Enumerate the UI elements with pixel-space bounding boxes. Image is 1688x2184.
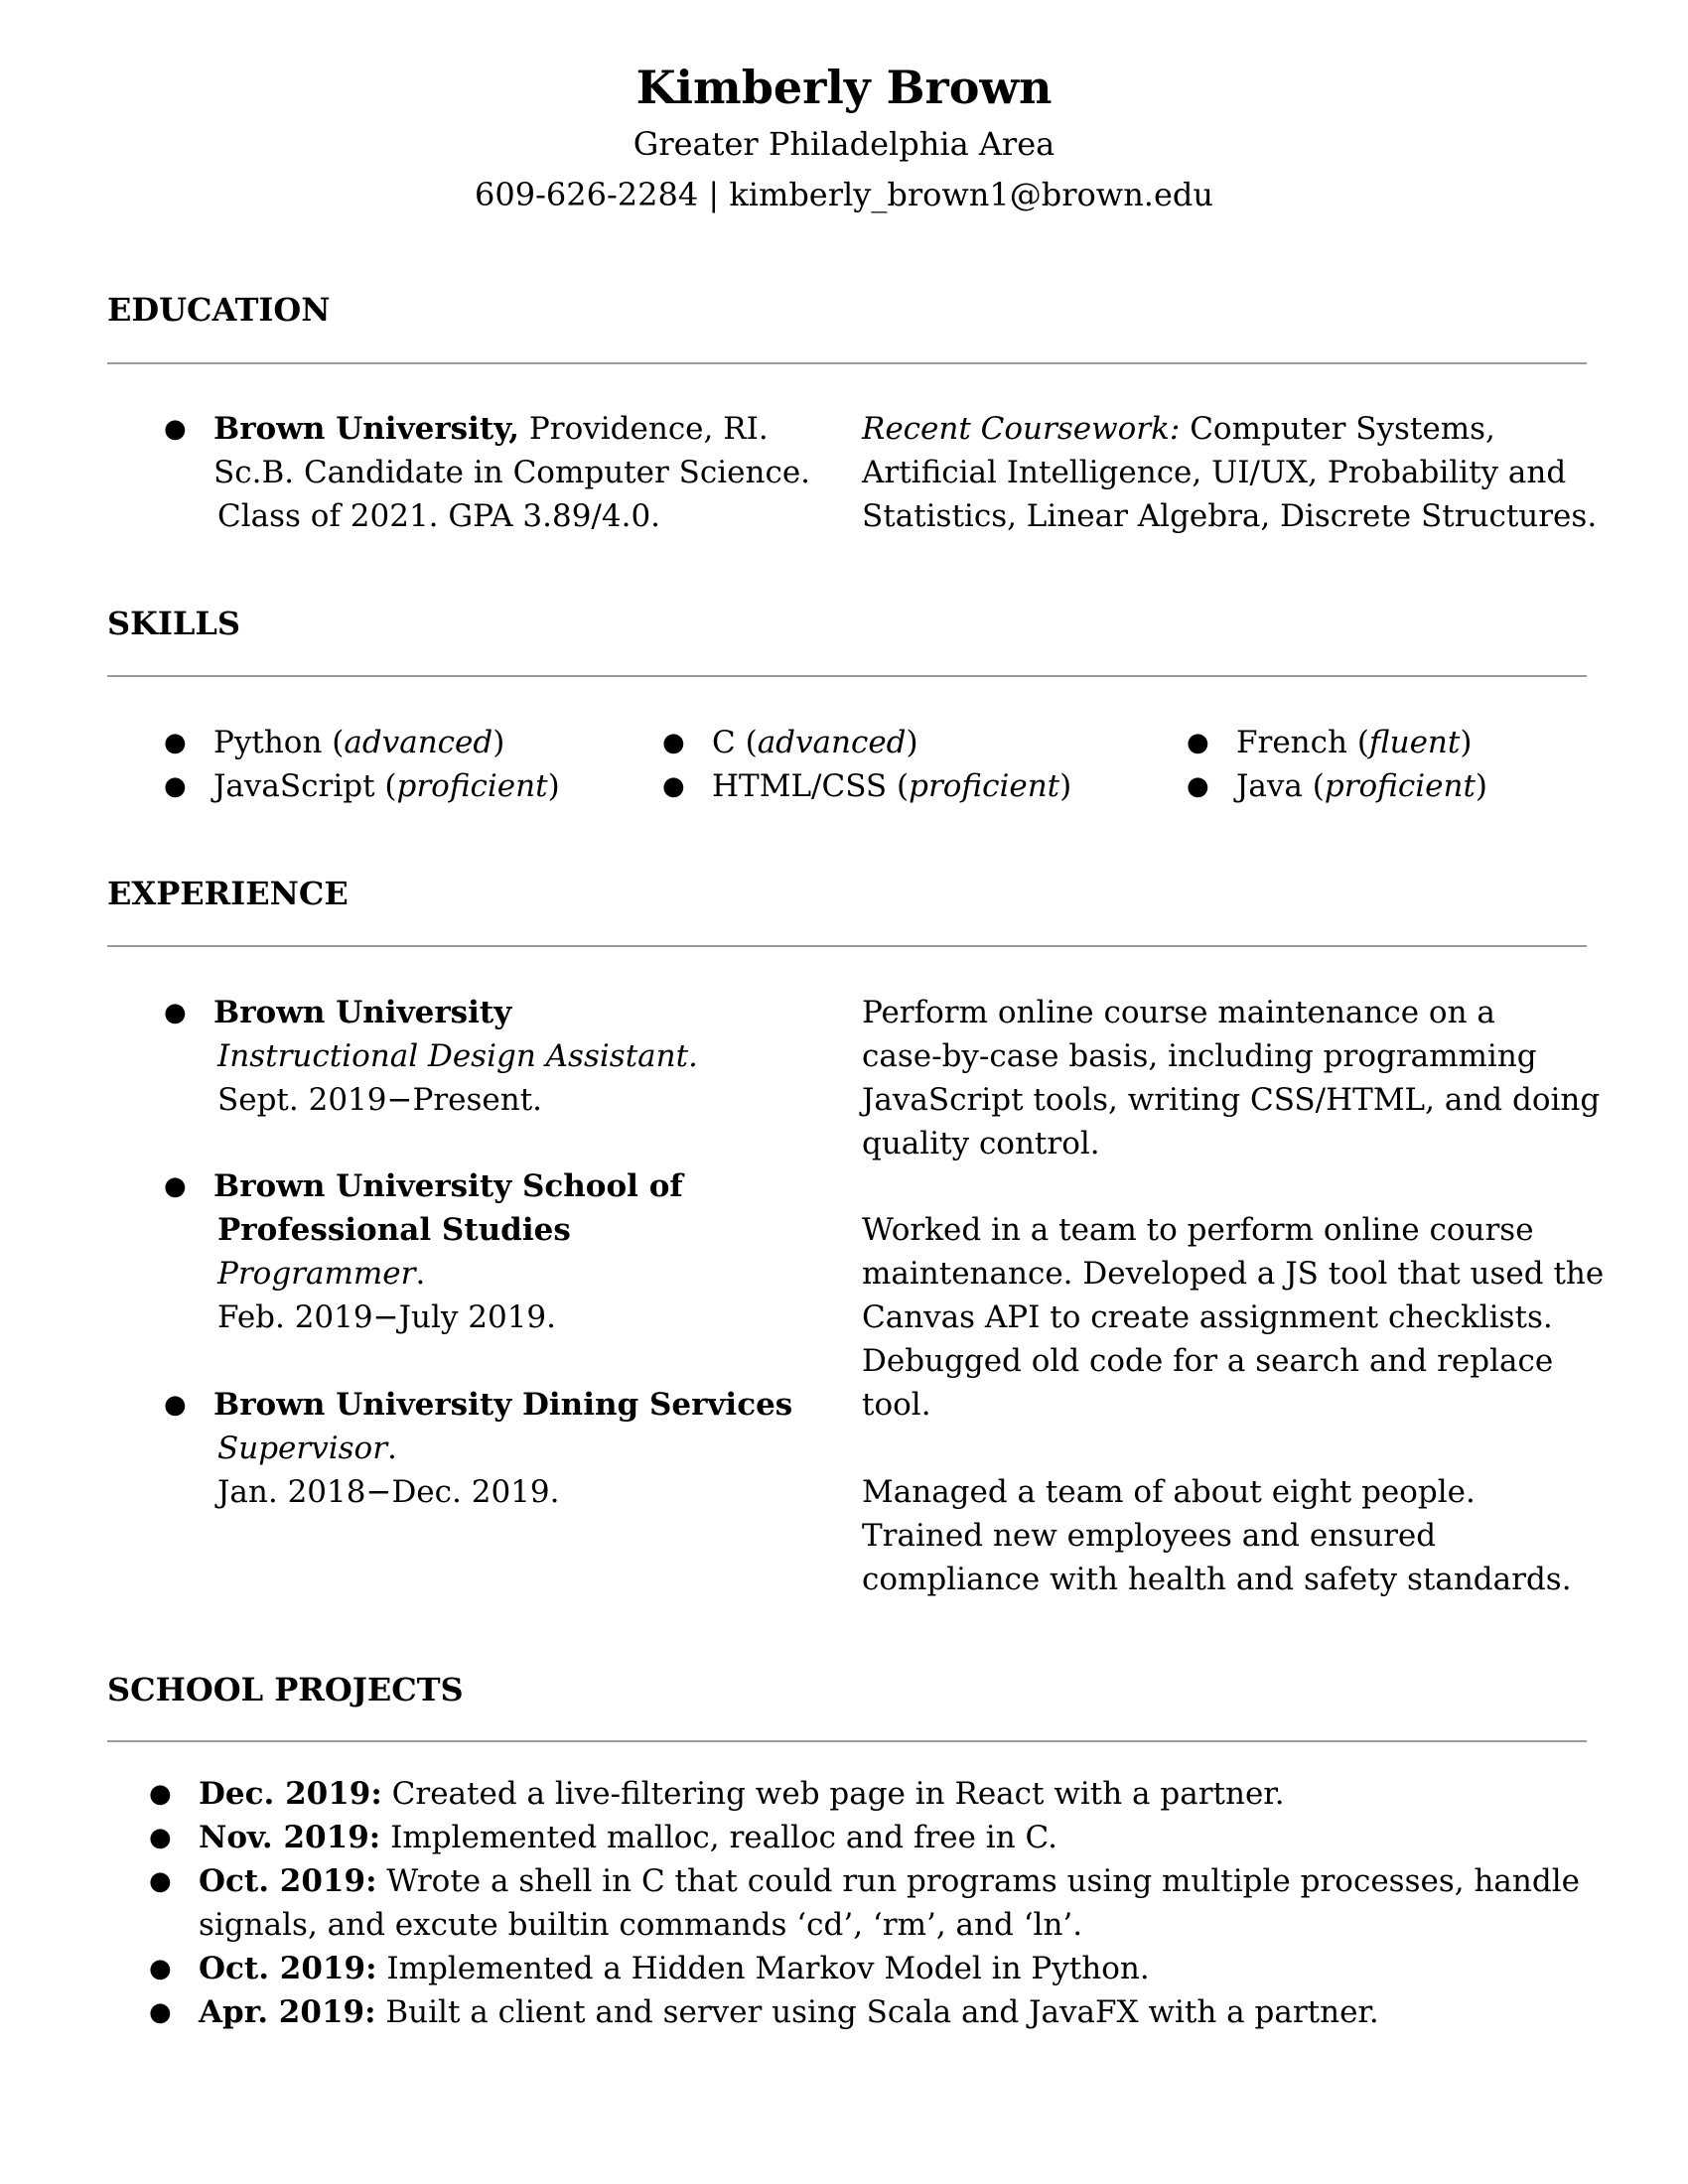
skill-level: advanced xyxy=(757,725,907,760)
skills-divider xyxy=(107,675,1587,677)
employer: Brown University School of xyxy=(213,1168,683,1204)
skill-name: HTML/CSS xyxy=(712,768,888,804)
skill-level: fluent xyxy=(1368,725,1461,760)
project-text: Implemented a Hidden Markov Model in Python. xyxy=(376,1951,1150,1986)
project-text: Implemented malloc, realloc and free in C. xyxy=(380,1820,1058,1855)
job-description xyxy=(862,1208,1604,1427)
skill-level: proficient xyxy=(909,768,1060,804)
coursework-label: Recent Coursework: xyxy=(862,411,1181,447)
school-location: Providence, RI. xyxy=(519,411,769,447)
job-dates: Sept. 2019−Present. xyxy=(217,1082,543,1118)
skill-level: proficient xyxy=(1324,768,1476,804)
bullet-icon: ● xyxy=(662,771,685,801)
job-title: Supervisor xyxy=(217,1431,388,1466)
project-item xyxy=(199,1772,1285,1816)
job-entry xyxy=(213,991,698,1122)
bullet-icon: ● xyxy=(164,414,187,444)
candidate-name: Kimberly Brown xyxy=(635,61,1053,114)
school-name: Brown University, xyxy=(213,411,520,447)
skill-name: C xyxy=(712,725,736,760)
bullet-icon: ● xyxy=(164,998,187,1027)
job-description xyxy=(862,991,1600,1165)
bullet-icon: ● xyxy=(149,1823,172,1852)
job-title: Programmer xyxy=(217,1256,416,1292)
skill-item: French (fluent) xyxy=(1236,725,1473,760)
description-line: JavaScript tools, writing CSS/HTML, and doing xyxy=(862,1082,1601,1118)
coursework-line-2: Artificial Intelligence, UI/UX, Probability and xyxy=(862,455,1567,490)
bullet-icon: ● xyxy=(164,728,187,757)
skills-heading: SKILLS xyxy=(107,605,240,642)
bullet-icon: ● xyxy=(149,1954,172,1983)
education-heading: EDUCATION xyxy=(107,291,331,329)
skill-item: Java (proficient) xyxy=(1236,768,1488,804)
skill-item: JavaScript (proficient) xyxy=(213,768,560,804)
coursework-line-3: Statistics, Linear Algebra, Discrete Structures. xyxy=(862,498,1598,534)
bullet-icon: ● xyxy=(164,1390,187,1420)
skill-name: JavaScript xyxy=(213,768,375,804)
education-entry xyxy=(213,407,810,538)
bullet-icon: ● xyxy=(164,1171,187,1201)
description-line: Canvas API to create assignment checklists. xyxy=(862,1299,1553,1335)
experience-divider xyxy=(107,945,1587,947)
skill-item: Python (advanced) xyxy=(213,725,505,760)
job-title-suffix: . xyxy=(415,1256,426,1292)
project-date: Apr. 2019: xyxy=(199,1994,376,2030)
project-text-continued: signals, and excute builtin commands ‘cd’, ‘rm’, and ‘ln’. xyxy=(199,1907,1083,1943)
job-title: Instructional Design Assistant. xyxy=(217,1038,698,1074)
description-line: Worked in a team to perform online course xyxy=(862,1212,1534,1248)
project-item xyxy=(199,1859,1580,1947)
project-date: Dec. 2019: xyxy=(199,1776,382,1812)
skill-item: HTML/CSS (proficient) xyxy=(712,768,1072,804)
job-entry xyxy=(213,1383,792,1514)
employer: Brown University Dining Services xyxy=(213,1387,793,1423)
job-dates: Feb. 2019−July 2019. xyxy=(217,1299,556,1335)
description-line: tool. xyxy=(862,1387,931,1423)
bullet-icon: ● xyxy=(164,771,187,801)
employer: Brown University xyxy=(213,995,512,1030)
bullet-icon: ● xyxy=(149,1997,172,2027)
projects-divider xyxy=(107,1740,1587,1742)
coursework-line-1: Computer Systems, xyxy=(1180,411,1495,447)
project-text: Created a live-filtering web page in React with a partner. xyxy=(381,1776,1285,1812)
description-line: maintenance. Developed a JS tool that used the xyxy=(862,1256,1605,1292)
contact-line: 609-626-2284 | kimberly_brown1@brown.edu xyxy=(475,176,1213,213)
job-title-suffix: . xyxy=(387,1431,397,1466)
description-line: Debugged old code for a search and replace xyxy=(862,1343,1554,1379)
coursework xyxy=(862,407,1597,538)
skill-level: proficient xyxy=(396,768,548,804)
skill-level: advanced xyxy=(344,725,493,760)
project-text: Wrote a shell in C that could run programs using multiple processes, handle xyxy=(376,1863,1580,1899)
description-line: Trained new employees and ensured xyxy=(862,1518,1437,1554)
skill-name: Python xyxy=(213,725,323,760)
experience-heading: EXPERIENCE xyxy=(107,875,349,912)
description-line: Managed a team of about eight people. xyxy=(862,1474,1476,1510)
description-line: compliance with health and safety standards. xyxy=(862,1562,1572,1597)
job-entry xyxy=(213,1164,683,1339)
bullet-icon: ● xyxy=(1187,771,1209,801)
bullet-icon: ● xyxy=(149,1779,172,1809)
bullet-icon: ● xyxy=(149,1866,172,1896)
skill-name: Java xyxy=(1236,768,1303,804)
class-gpa: Class of 2021. GPA 3.89/4.0. xyxy=(217,498,661,534)
project-date: Nov. 2019: xyxy=(199,1820,381,1855)
project-text: Built a client and server using Scala and JavaFX with a partner. xyxy=(375,1994,1379,2030)
project-date: Oct. 2019: xyxy=(199,1951,377,1986)
project-item xyxy=(199,1816,1057,1859)
skill-item: C (advanced) xyxy=(712,725,918,760)
projects-heading: SCHOOL PROJECTS xyxy=(107,1671,464,1708)
description-line: Perform online course maintenance on a xyxy=(862,995,1495,1030)
employer-line-2: Professional Studies xyxy=(217,1212,571,1248)
job-description xyxy=(862,1470,1572,1601)
project-date: Oct. 2019: xyxy=(199,1863,377,1899)
description-line: case-by-case basis, including programming xyxy=(862,1038,1537,1074)
bullet-icon: ● xyxy=(1187,728,1209,757)
project-item xyxy=(199,1990,1379,2034)
bullet-icon: ● xyxy=(662,728,685,757)
job-dates: Jan. 2018−Dec. 2019. xyxy=(217,1474,560,1510)
education-divider xyxy=(107,362,1587,364)
project-item xyxy=(199,1947,1150,1990)
location: Greater Philadelphia Area xyxy=(633,125,1055,163)
degree: Sc.B. Candidate in Computer Science. xyxy=(213,455,811,490)
skill-name: French xyxy=(1236,725,1347,760)
description-line: quality control. xyxy=(862,1126,1100,1161)
